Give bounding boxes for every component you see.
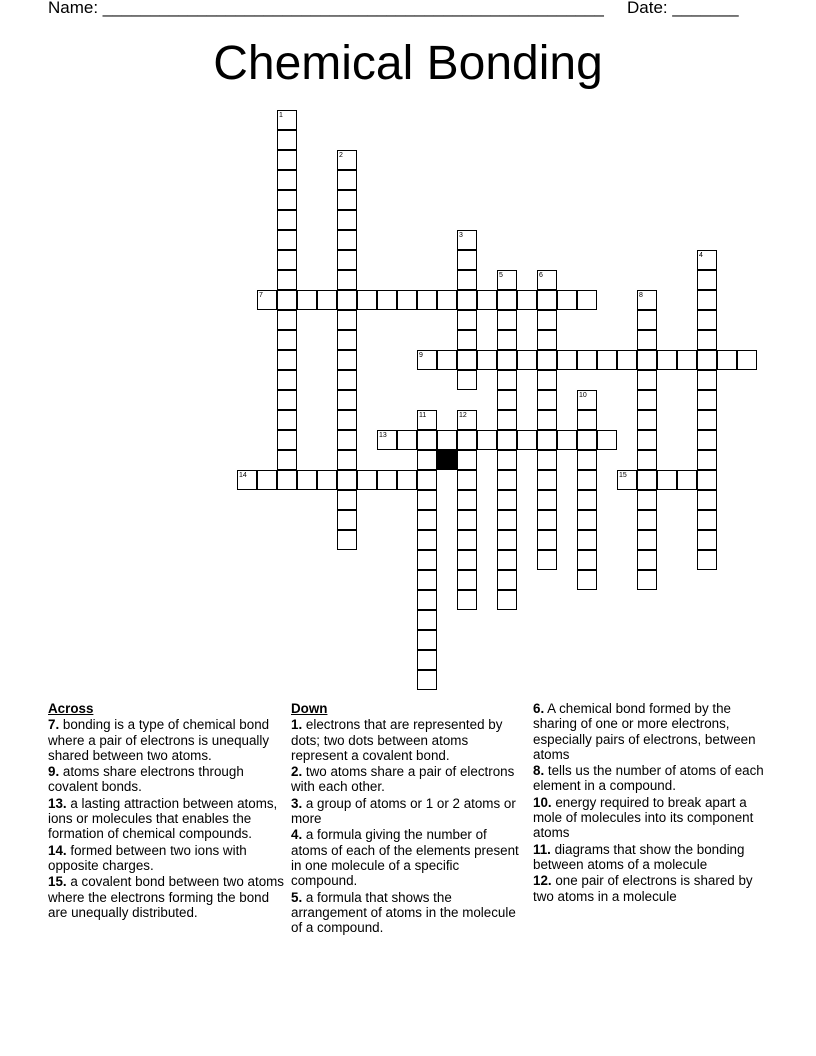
crossword-cell[interactable]: [697, 510, 717, 530]
crossword-cell[interactable]: [497, 550, 517, 570]
clue-number: 2.: [291, 764, 303, 780]
crossword-cell[interactable]: [577, 450, 597, 470]
clue-9: [48, 764, 284, 795]
crossword-cell[interactable]: [257, 290, 277, 310]
crossword-cell[interactable]: [697, 470, 717, 490]
crossword-cell[interactable]: [457, 310, 477, 330]
crossword-cell[interactable]: [517, 350, 537, 370]
clue-text: formed between two ions with opposite charges.: [48, 842, 247, 873]
crossword-cell[interactable]: [277, 110, 297, 130]
crossword-cell[interactable]: [457, 590, 477, 610]
crossword-cell[interactable]: [417, 590, 437, 610]
crossword-cell[interactable]: [277, 370, 297, 390]
cell-number: 9: [419, 352, 423, 359]
crossword-cell[interactable]: [437, 430, 457, 450]
clue-number: 4.: [291, 827, 303, 843]
crossword-cell[interactable]: [697, 330, 717, 350]
crossword-cell[interactable]: [277, 390, 297, 410]
crossword-cell[interactable]: [457, 530, 477, 550]
crossword-cell[interactable]: [417, 430, 437, 450]
clue-number: 1.: [291, 717, 303, 733]
clue-number: 11.: [533, 841, 551, 857]
crossword-cell[interactable]: [537, 490, 557, 510]
crossword-cell[interactable]: [277, 430, 297, 450]
crossword-cell[interactable]: [637, 350, 657, 370]
clue-1: [291, 717, 523, 763]
crossword-cell[interactable]: [337, 470, 357, 490]
crossword-cell[interactable]: [437, 350, 457, 370]
clue-text: atoms share electrons through covalent bonds.: [48, 764, 244, 795]
crossword-cell[interactable]: [657, 350, 677, 370]
crossword-cell[interactable]: [597, 430, 617, 450]
cell-number: 13: [379, 432, 387, 439]
crossword-cell[interactable]: [637, 390, 657, 410]
cell-number: 6: [539, 272, 543, 279]
cell-number: 8: [639, 292, 643, 299]
cell-number: 5: [499, 272, 503, 279]
page-title: Chemical Bonding: [213, 37, 603, 90]
crossword-cell[interactable]: [697, 410, 717, 430]
clue-6: [533, 701, 773, 762]
clue-text: two atoms share a pair of electrons with each other.: [291, 764, 515, 795]
crossword-cell[interactable]: [277, 210, 297, 230]
crossword-cell[interactable]: [537, 550, 557, 570]
crossword-cell[interactable]: [337, 490, 357, 510]
clue-12: [533, 873, 773, 904]
name-line: _____________________________________________________: [102, 0, 604, 17]
clue-text: electrons that are represented by dots; two dots between atoms represent a covalent bond.: [291, 717, 503, 763]
date-line: _______: [672, 0, 739, 17]
crossword-cell[interactable]: [577, 490, 597, 510]
crossword-cell[interactable]: [637, 550, 657, 570]
crossword-cell[interactable]: [577, 350, 597, 370]
crossword-cell[interactable]: [537, 290, 557, 310]
crossword-cell[interactable]: [497, 590, 517, 610]
crossword-cell[interactable]: [337, 290, 357, 310]
crossword-cell[interactable]: [277, 270, 297, 290]
clue-text: tells us the number of atoms of each element in a compound.: [533, 763, 764, 794]
clue-text: a covalent bond between two atoms where the electrons forming the bond are unequally distributed.: [48, 874, 284, 920]
crossword-cell[interactable]: [457, 250, 477, 270]
crossword-cell[interactable]: [477, 430, 497, 450]
crossword-cell[interactable]: [417, 290, 437, 310]
crossword-cell[interactable]: [417, 670, 437, 690]
crossword-cell[interactable]: [277, 290, 297, 310]
crossword-cell[interactable]: [497, 290, 517, 310]
crossword-cell[interactable]: [337, 190, 357, 210]
crossword-cell[interactable]: [537, 450, 557, 470]
crossword-cell[interactable]: [557, 350, 577, 370]
clue-text: a formula that shows the arrangement of atoms in the molecule of a compound.: [291, 889, 516, 936]
crossword-cell[interactable]: [497, 470, 517, 490]
crossword-cell[interactable]: [277, 330, 297, 350]
crossword-cell[interactable]: [637, 330, 657, 350]
crossword-cell[interactable]: [557, 430, 577, 450]
clue-number: 9.: [48, 764, 60, 780]
clue-13: [48, 796, 284, 842]
crossword-cell[interactable]: [637, 570, 657, 590]
crossword-cell[interactable]: [577, 550, 597, 570]
crossword-cell[interactable]: [697, 290, 717, 310]
crossword-cell[interactable]: [417, 530, 437, 550]
crossword-cell[interactable]: [617, 350, 637, 370]
crossword-cell[interactable]: [337, 150, 357, 170]
clue-8: [533, 763, 773, 794]
crossword-cell[interactable]: [637, 430, 657, 450]
clue-5: [291, 890, 523, 936]
crossword-cell[interactable]: [357, 290, 377, 310]
crossword-cell[interactable]: [337, 310, 357, 330]
crossword-cell[interactable]: [517, 430, 537, 450]
cell-number: 12: [459, 412, 467, 419]
clue-15: [48, 874, 284, 920]
crossword-cell[interactable]: [637, 450, 657, 470]
crossword-cell[interactable]: [337, 390, 357, 410]
crossword-cell[interactable]: [717, 350, 737, 370]
crossword-cell[interactable]: [697, 450, 717, 470]
crossword-cell[interactable]: [457, 370, 477, 390]
crossword-cell[interactable]: [697, 250, 717, 270]
crossword-cell[interactable]: [457, 550, 477, 570]
crossword-cell[interactable]: [617, 470, 637, 490]
crossword-cell[interactable]: [497, 310, 517, 330]
crossword-cell[interactable]: [337, 230, 357, 250]
crossword-cell[interactable]: [337, 450, 357, 470]
crossword-cell[interactable]: [537, 430, 557, 450]
crossword-cell[interactable]: [697, 270, 717, 290]
crossword-cell[interactable]: [677, 350, 697, 370]
crossword-cell[interactable]: [577, 290, 597, 310]
crossword-cell[interactable]: [737, 350, 757, 370]
crossword-cell[interactable]: [417, 550, 437, 570]
cell-number: 3: [459, 232, 463, 239]
clue-text: a formula giving the number of atoms of each of the elements present in one molecule of a specific compound.: [291, 827, 519, 889]
crossword-cell[interactable]: [417, 610, 437, 630]
crossword-cell[interactable]: [297, 290, 317, 310]
clue-number: 10.: [533, 794, 552, 810]
cell-number: 1: [279, 112, 283, 119]
crossword-cell[interactable]: [337, 170, 357, 190]
crossword-cell[interactable]: [457, 490, 477, 510]
crossword-cell[interactable]: [537, 470, 557, 490]
crossword-cell[interactable]: [457, 470, 477, 490]
clue-text: a group of atoms or 1 or 2 atoms or more: [291, 795, 516, 827]
crossword-black-cell: [437, 450, 457, 470]
crossword-cell[interactable]: [497, 510, 517, 530]
clue-number: 5.: [291, 889, 303, 905]
crossword-cell[interactable]: [337, 250, 357, 270]
clue-4: [291, 827, 523, 888]
cell-number: 14: [239, 472, 247, 479]
crossword-cell[interactable]: [677, 470, 697, 490]
clue-number: 14.: [48, 842, 67, 858]
cell-number: 2: [339, 152, 343, 159]
crossword-cell[interactable]: [497, 570, 517, 590]
crossword-cell[interactable]: [337, 370, 357, 390]
crossword-cell[interactable]: [537, 330, 557, 350]
crossword-cell[interactable]: [377, 290, 397, 310]
down-clues-continued: [533, 701, 773, 905]
crossword-cell[interactable]: [277, 170, 297, 190]
crossword-cell[interactable]: [337, 330, 357, 350]
crossword-cell[interactable]: [397, 470, 417, 490]
clue-text: diagrams that show the bonding between atoms of a molecule: [533, 841, 745, 872]
crossword-cell[interactable]: [457, 270, 477, 290]
crossword-cell[interactable]: [277, 230, 297, 250]
crossword-cell[interactable]: [417, 630, 437, 650]
crossword-cell[interactable]: [277, 310, 297, 330]
crossword-cell[interactable]: [317, 290, 337, 310]
crossword-cell[interactable]: [497, 490, 517, 510]
crossword-cell[interactable]: [457, 290, 477, 310]
crossword-cell[interactable]: [497, 270, 517, 290]
crossword-cell[interactable]: [497, 410, 517, 430]
crossword-cell[interactable]: [457, 570, 477, 590]
down-clues: [291, 701, 523, 936]
crossword-cell[interactable]: [417, 650, 437, 670]
clue-text: energy required to break apart a mole of molecules into its component atoms: [533, 794, 754, 841]
crossword-cell[interactable]: [637, 310, 657, 330]
clue-number: 7.: [48, 717, 60, 733]
crossword-cell[interactable]: [297, 470, 317, 490]
crossword-cell[interactable]: [697, 430, 717, 450]
crossword-cell[interactable]: [457, 350, 477, 370]
crossword-cell[interactable]: [577, 530, 597, 550]
crossword-cell[interactable]: [637, 530, 657, 550]
crossword-cell[interactable]: [637, 470, 657, 490]
clue-3: [291, 796, 523, 827]
crossword-cell[interactable]: [277, 470, 297, 490]
date-label: Date:: [627, 0, 673, 17]
down-heading: Down: [291, 701, 328, 716]
crossword-cell[interactable]: [537, 270, 557, 290]
clue-7: [48, 717, 284, 763]
crossword-cell[interactable]: [537, 410, 557, 430]
crossword-cell[interactable]: [517, 290, 537, 310]
crossword-cell[interactable]: [457, 450, 477, 470]
crossword-cell[interactable]: [637, 370, 657, 390]
clue-number: 3.: [291, 795, 303, 811]
crossword-cell[interactable]: [277, 410, 297, 430]
crossword-cell[interactable]: [537, 310, 557, 330]
cell-number: 15: [619, 472, 627, 479]
crossword-cell[interactable]: [337, 530, 357, 550]
crossword-cell[interactable]: [417, 570, 437, 590]
cell-number: 11: [419, 412, 427, 419]
clue-text: A chemical bond formed by the sharing of one or more electrons, especially pairs of electrons, between atoms: [533, 701, 756, 762]
crossword-cell[interactable]: [577, 510, 597, 530]
crossword-cell[interactable]: [537, 510, 557, 530]
crossword-cell[interactable]: [697, 550, 717, 570]
across-clues: [48, 701, 284, 921]
crossword-cell[interactable]: [657, 470, 677, 490]
crossword-cell[interactable]: [477, 290, 497, 310]
crossword-cell[interactable]: [577, 430, 597, 450]
crossword-cell[interactable]: [497, 450, 517, 470]
crossword-cell[interactable]: [277, 250, 297, 270]
crossword-cell[interactable]: [277, 350, 297, 370]
crossword-cell[interactable]: [637, 410, 657, 430]
name-label: Name:: [48, 0, 103, 17]
crossword-cell[interactable]: [697, 390, 717, 410]
crossword-cell[interactable]: [437, 290, 457, 310]
clue-number: 6.: [533, 701, 545, 716]
crossword-cell[interactable]: [397, 290, 417, 310]
clue-text: bonding is a type of chemical bond where a pair of electrons is unequally shared between two atoms.: [48, 717, 270, 763]
cell-number: 7: [259, 292, 263, 299]
crossword-cell[interactable]: [537, 370, 557, 390]
clue-text: a lasting attraction between atoms, ions or molecules that enables the formation of chemical compounds.: [48, 795, 278, 842]
crossword-cell[interactable]: [397, 430, 417, 450]
crossword-cell[interactable]: [457, 230, 477, 250]
crossword-cell[interactable]: [577, 470, 597, 490]
crossword-cell[interactable]: [257, 470, 277, 490]
crossword-cell[interactable]: [477, 350, 497, 370]
crossword-cell[interactable]: [697, 310, 717, 330]
crossword-cell[interactable]: [337, 410, 357, 430]
crossword-cell[interactable]: [277, 130, 297, 150]
crossword-cell[interactable]: [417, 350, 437, 370]
crossword-cell[interactable]: [237, 470, 257, 490]
crossword-cell[interactable]: [497, 330, 517, 350]
crossword-cell[interactable]: [637, 290, 657, 310]
crossword-cell[interactable]: [457, 430, 477, 450]
crossword-cell[interactable]: [537, 390, 557, 410]
cell-number: 4: [699, 252, 703, 259]
across-heading: Across: [48, 701, 94, 716]
crossword-cell[interactable]: [557, 290, 577, 310]
crossword-cell[interactable]: [697, 490, 717, 510]
crossword-cell[interactable]: [637, 490, 657, 510]
crossword-cell[interactable]: [377, 430, 397, 450]
crossword-cell[interactable]: [337, 350, 357, 370]
crossword-cell[interactable]: [337, 210, 357, 230]
crossword-cell[interactable]: [457, 410, 477, 430]
clue-2: [291, 764, 523, 795]
crossword-cell[interactable]: [277, 150, 297, 170]
crossword-cell[interactable]: [537, 530, 557, 550]
crossword-cell[interactable]: [417, 450, 437, 470]
crossword-cell[interactable]: [697, 350, 717, 370]
crossword-cell[interactable]: [337, 430, 357, 450]
crossword-cell[interactable]: [317, 470, 337, 490]
crossword-cell[interactable]: [497, 350, 517, 370]
clue-number: 12.: [533, 873, 552, 889]
crossword-cell[interactable]: [597, 350, 617, 370]
crossword-cell[interactable]: [457, 330, 477, 350]
clue-14: [48, 843, 284, 874]
crossword-cell[interactable]: [457, 510, 477, 530]
crossword-cell[interactable]: [577, 410, 597, 430]
crossword-cell[interactable]: [497, 530, 517, 550]
crossword-cell[interactable]: [637, 510, 657, 530]
crossword-cell[interactable]: [277, 450, 297, 470]
crossword-cell[interactable]: [697, 370, 717, 390]
clue-number: 8.: [533, 763, 545, 779]
crossword-cell[interactable]: [337, 510, 357, 530]
clue-10: [533, 795, 773, 841]
crossword-cell[interactable]: [577, 570, 597, 590]
cell-number: 10: [579, 392, 587, 399]
crossword-cell[interactable]: [497, 390, 517, 410]
clue-text: one pair of electrons is shared by two atoms in a molecule: [533, 873, 753, 904]
crossword-cell[interactable]: [357, 470, 377, 490]
clue-number: 13.: [48, 795, 67, 811]
crossword-cell[interactable]: [697, 530, 717, 550]
crossword-cell[interactable]: [417, 490, 437, 510]
clue-number: 15.: [48, 874, 67, 890]
crossword-cell[interactable]: [497, 430, 517, 450]
crossword-cell[interactable]: [577, 390, 597, 410]
crossword-cell[interactable]: [417, 470, 437, 490]
crossword-cell[interactable]: [537, 350, 557, 370]
clue-11: [533, 842, 773, 873]
crossword-cell[interactable]: [377, 470, 397, 490]
crossword-cell[interactable]: [417, 510, 437, 530]
crossword-cell[interactable]: [497, 370, 517, 390]
crossword-cell[interactable]: [337, 270, 357, 290]
crossword-cell[interactable]: [417, 410, 437, 430]
crossword-cell[interactable]: [277, 190, 297, 210]
